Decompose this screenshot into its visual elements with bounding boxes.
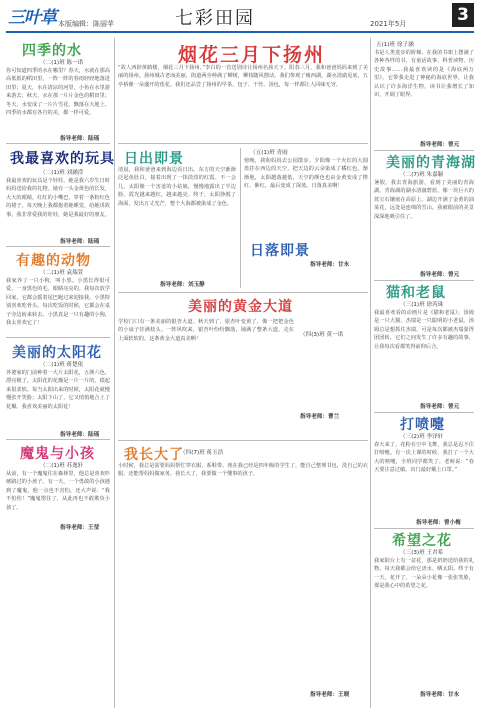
article-byline: （二(1)班 陈一诺 <box>40 60 84 66</box>
article-body: 我家养了一只小狗，叫小黑。小黑长得很可爱，一身黑色的毛，眼睛亮亮的。我每次放学回家，它都会摇着尾巴跑过来迎接我。小黑特别喜欢吃骨头，每次吃饭的时候，它都会在桌子旁边转来转去。小黑真是一只有趣的小狗，我太喜欢它了！ <box>6 278 110 327</box>
article-divider <box>6 439 110 440</box>
article-title: 魔鬼与小孩 <box>20 446 95 462</box>
article-editor: 指导老师：王晓 <box>310 692 350 698</box>
article-body: 从前，有一个魔鬼住在森林里，他总是喜欢吓唬路过的小孩子。有一天，一个勇敢的小孩遇到了魔鬼，他一点也不害怕，还大声说：“我不怕你！”魔鬼愣住了，从此再也不敢欺负小孩了。 <box>6 471 110 511</box>
article-title: 我长大了 <box>124 447 184 463</box>
article-title: 日落即景 <box>250 243 310 259</box>
article-byline: 五(1)班 徐子涵 <box>376 42 414 48</box>
article-body: 暑假，我去青海旅游，看到了美丽的青海湖。青海湖的湖水清澈碧蓝，像一块巨大的蓝宝石镶嵌在高原上。湖边开满了金黄的油菜花，远处是连绵的雪山。我被眼前的美景深深地吸引住了。 <box>374 180 474 220</box>
feature-title: 烟花三月下扬州 <box>178 44 326 66</box>
article-divider <box>118 143 368 144</box>
article-byline: （二(7)班 朱嘉颖 <box>400 172 444 178</box>
article-title: 有趣的动物 <box>16 253 91 269</box>
article-body: 我最喜欢的玩具是个娃娃。她是我六岁生日时妈妈送给我的礼物。她有一头金黄色的长发，大大的眼睛，红红的小嘴巴，穿着一条粉红色的裙子。每天晚上我都抱着她睡觉，给她讲故事。我非常爱我的娃娃，她是我最好的朋友。 <box>6 178 110 218</box>
page-title: 七彩田园 <box>175 8 255 29</box>
article-divider <box>6 337 110 338</box>
article-editor: 指导老师：陆瑶 <box>60 136 100 142</box>
editor-credit: 本版编辑：陈丽苹 <box>58 20 114 28</box>
article-byline: （二(1)班 袁瑞萱 <box>40 270 84 276</box>
article-editor: 指导老师：曹兰 <box>300 414 340 420</box>
issue-date: 2021年5月 <box>370 20 407 28</box>
article-title: 美丽的黄金大道 <box>188 299 293 315</box>
page-header <box>0 0 480 34</box>
article-body: 我家阳台上有一盆花，那是奶奶送给我的礼物。每天我都会给它浇水、晒太阳。终于有一天，花开了，一朵朵小花像一张张笑脸，那是我心中的希望之花。 <box>374 558 474 590</box>
article-title: 猫和老鼠 <box>386 285 446 301</box>
column-divider <box>240 148 241 288</box>
article-editor: 指导老师：陆瑶 <box>60 239 100 245</box>
article-title: 美丽的青海湖 <box>386 155 476 171</box>
article-editor: 指导老师：曾元 <box>420 142 460 148</box>
article-editor: 指导老师：甘永 <box>310 262 350 268</box>
article-title: 希望之花 <box>392 533 452 549</box>
article-editor: 指导老师：陆瑶 <box>60 432 100 438</box>
article-byline: （四(7)班 蒋玉浩 <box>180 450 224 456</box>
article-byline: （三(1)班 徐芮珠 <box>400 302 444 308</box>
article-editor: 指导老师：刘玉静 <box>160 282 205 288</box>
article-title: 打喷嚏 <box>400 417 445 433</box>
article-byline: （二(1)班 刘涵滢 <box>40 170 84 176</box>
article-divider <box>374 528 474 529</box>
article-byline: （五(1)班 青雨 <box>250 150 288 156</box>
article-byline: （二(1)班 苏逸轩 <box>40 463 84 469</box>
page-number: 3 <box>452 3 474 27</box>
article-body: 清晨，我和爸爸来到海边看日出。东方的天空渐渐泛起鱼肚白，接着出现了一抹淡淡的红霞。不一会儿，太阳像一个害羞的小姑娘，慢慢地露出了半边脸。霞光越来越红，越来越亮。终于，太阳挣脱了海面，发出万丈光芒，整个大海都被染成了金色。 <box>118 167 236 207</box>
article-divider <box>6 246 110 247</box>
article-title: 美丽的太阳花 <box>12 345 102 361</box>
article-body: 傍晚，我和妈妈去公园散步。夕阳像一个火红的大圆盘挂在西边的天空，把天边的云朵染成了橘红色。渐渐地，太阳越落越低，天空的颜色也由金黄变成了橙红、紫红，最后变成了深蓝。日落真美啊！ <box>244 158 368 190</box>
column-divider <box>370 38 371 708</box>
article-body: 小时候，我总是需要妈妈帮忙穿衣服、系鞋带。现在我已经是四年级的学生了，能自己整理书包，洗自己的衣服，还能帮妈妈做家务。我长大了，我要做一个懂事的孩子。 <box>118 463 368 478</box>
article-title: 四季的水 <box>22 43 82 59</box>
article-divider <box>374 280 474 281</box>
article-body: 书是人类进步的阶梯。在我的书架上摆满了各种各样的书，有童话故事、科普读物、历史故事……我最喜欢读的是《海底两万里》，它带我走进了神秘的海底世界，让我认识了许多海洋生物。读书让我增长了知识，开阔了眼界。 <box>374 50 474 99</box>
article-body: 你可知道四季的水在哪里？春天，水就在那高高低低的稻田里，一阵一阵的春雨轻轻地落进田里；夏天，水在清凉的河里，小鱼在水里游来游去；秋天，水在那一片片金色的稻田里；冬天，水变成了一片片雪花，飘落在大地上。四季的水都有各自的美，都一样可爱。 <box>6 68 110 117</box>
article-editor: 指导老师：曾元 <box>420 404 460 410</box>
article-divider <box>118 292 368 293</box>
article-divider <box>6 143 110 144</box>
article-editor: 指导老师：甘永 <box>420 692 460 698</box>
article-body: 学校门口有一条美丽的银杏大道。秋天到了，银杏叶变黄了，像一把把金色的小扇子挂满枝头。一阵风吹来，银杏叶纷纷飘落，铺满了整条大道，走在上面软软的。这条黄金大道真美啊！ <box>118 319 294 342</box>
article-divider <box>374 150 474 151</box>
newspaper-logo: 三叶草 <box>8 8 56 28</box>
article-title: 我最喜欢的玩具 <box>10 151 115 167</box>
article-byline: （三(2)班 李泽轩 <box>400 434 444 440</box>
article-divider <box>118 440 368 441</box>
article-editor: 指导老师：曾元 <box>420 272 460 278</box>
header-divider <box>6 31 474 33</box>
article-byline: （三(3)班 王君希 <box>400 550 444 556</box>
article-byline: （四(3)班 黄一诺 <box>300 332 344 338</box>
article-editor: 指导老师：王莹 <box>60 525 100 531</box>
column-divider <box>114 38 115 708</box>
article-title: 日出即景 <box>124 151 184 167</box>
article-body: 外婆家的门前种着一大片太阳花，五颜六色，漂亮极了。太阳花的花瓣是一片一片的，摸起来很柔软。每当太阳出来的时候，太阳花就慢慢张开笑脸；太阳下山了，它又悄悄地合上了花瓣。我喜欢美丽的太阳花！ <box>6 370 110 410</box>
article-editor: 指导老师：曾小梅 <box>416 520 461 526</box>
article-divider <box>374 412 474 413</box>
article-body: 我最喜欢看的动画片是《猫和老鼠》。汤姆是一只大猫，杰瑞是一只聪明的小老鼠。汤姆总是想抓住杰瑞，可是每次都被杰瑞耍得团团转。它们之间发生了许多有趣的故事，让我每次看都笑得前仰后合。 <box>374 310 474 350</box>
article-body: 春天来了，花粉在空中飞舞，我总是忍不住打喷嚏。有一次上课的时候，我打了一个大大的喷嚏，全班同学都笑了。老师说：“春天要注意过敏，出门最好戴上口罩。” <box>374 442 474 474</box>
article-byline: （二(1)班 蒋楚依 <box>40 362 84 368</box>
feature-body: “故人西辞黄鹤楼，烟花三月下扬州。”李白的一首送别诗让扬州名扬天下。阳春三月，我和爸爸妈妈来到了美丽的扬州。扬州城古老而美丽，街道两旁种满了柳树，柳枝随风摆动。我们参观了瘦西湖，湖水清澈见底，五亭桥像一朵盛开的莲花。我们还品尝了扬州的早茶，包子、干丝、汤包，每一样都让人回味无穷。 <box>118 65 368 88</box>
